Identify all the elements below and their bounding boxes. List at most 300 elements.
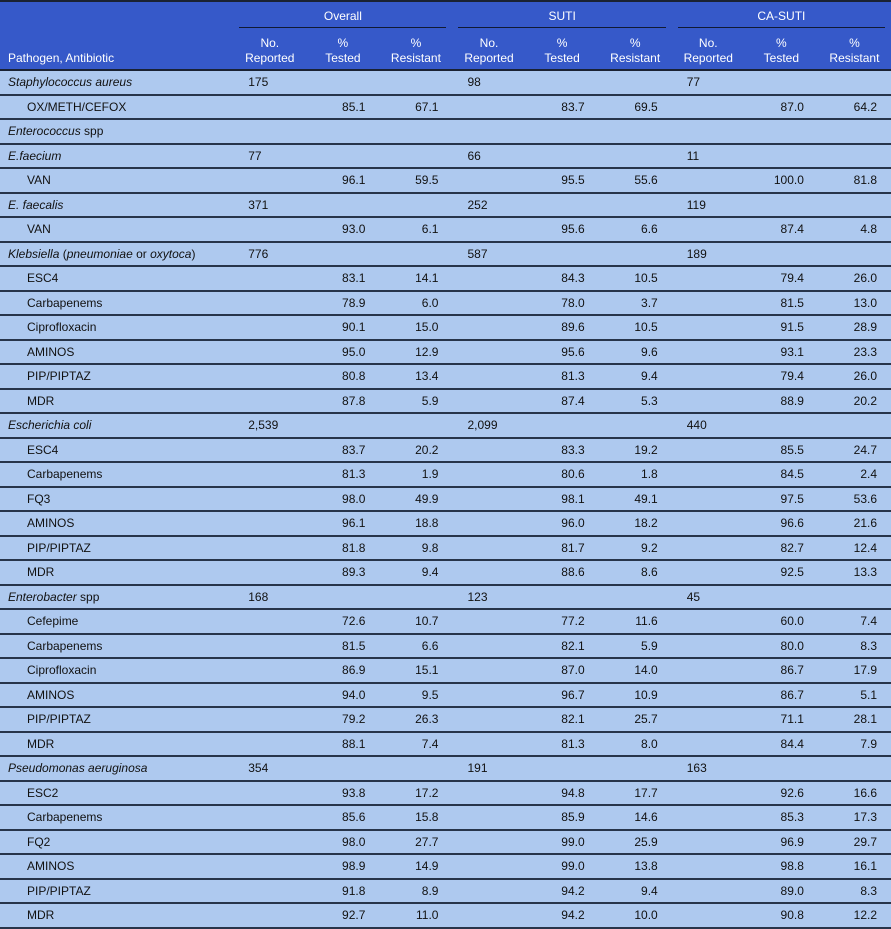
antibiotic-row [0,340,891,365]
ca-suti-tested-cell: 85.5 [745,438,818,463]
suti-reported-cell: 2,099 [452,413,525,438]
overall-tested-cell [306,756,379,781]
antibiotic-row [0,536,891,561]
antibiotic-name: MDR [0,389,233,414]
ca-suti-resistant-cell: 4.8 [818,217,891,242]
ca-suti-resistant-cell [818,756,891,781]
overall-resistant-cell [379,70,452,95]
overall-resistant-cell: 20.2 [379,438,452,463]
suti-tested-cell [526,144,599,169]
overall-resistant-cell: 18.8 [379,511,452,536]
overall-tested-cell: 88.1 [306,732,379,757]
antibiotic-row [0,389,891,414]
antibiotic-row [0,487,891,512]
overall-tested-cell: 95.0 [306,340,379,365]
ca-suti-resistant-cell: 64.2 [818,95,891,120]
suti-reported-cell [452,903,525,928]
ca-suti-tested-cell [745,119,818,144]
header-suti-tested: % Tested [526,28,599,70]
pathogen-name: Escherichia coli [0,413,233,438]
suti-reported-cell [452,119,525,144]
suti-tested-cell: 96.0 [526,511,599,536]
antibiotic-row [0,217,891,242]
overall-tested-cell: 79.2 [306,707,379,732]
overall-reported-cell [233,903,306,928]
overall-resistant-cell: 10.7 [379,609,452,634]
overall-reported-cell [233,634,306,659]
overall-resistant-cell: 49.9 [379,487,452,512]
overall-reported-cell [233,364,306,389]
suti-tested-cell: 94.2 [526,879,599,904]
ca-suti-resistant-cell: 13.3 [818,560,891,585]
overall-tested-cell [306,119,379,144]
overall-resistant-cell: 59.5 [379,168,452,193]
suti-tested-cell: 87.0 [526,658,599,683]
overall-reported-cell [233,119,306,144]
suti-resistant-cell: 5.9 [599,634,672,659]
antibiotic-name: AMINOS [0,340,233,365]
suti-tested-cell: 81.3 [526,364,599,389]
overall-resistant-cell: 6.6 [379,634,452,659]
antibiotic-row [0,438,891,463]
antibiotic-row [0,805,891,830]
ca-suti-resistant-cell [818,144,891,169]
ca-suti-resistant-cell: 16.6 [818,781,891,806]
ca-suti-reported-cell: 440 [672,413,745,438]
suti-reported-cell [452,560,525,585]
ca-suti-tested-cell [745,413,818,438]
ca-suti-tested-cell: 97.5 [745,487,818,512]
antibiotic-name: Ciprofloxacin [0,658,233,683]
overall-reported-cell [233,609,306,634]
overall-reported-cell [233,95,306,120]
overall-resistant-cell: 15.0 [379,315,452,340]
suti-tested-cell: 83.3 [526,438,599,463]
overall-reported-cell [233,315,306,340]
ca-suti-resistant-cell: 81.8 [818,168,891,193]
header-overall-resistant: % Resistant [379,28,452,70]
ca-suti-tested-cell: 79.4 [745,364,818,389]
overall-resistant-cell: 14.1 [379,266,452,291]
overall-tested-cell: 98.0 [306,830,379,855]
ca-suti-resistant-cell: 26.0 [818,266,891,291]
suti-resistant-cell: 14.0 [599,658,672,683]
ca-suti-reported-cell [672,854,745,879]
ca-suti-reported-cell [672,536,745,561]
ca-suti-resistant-cell [818,70,891,95]
suti-resistant-cell: 9.4 [599,879,672,904]
ca-suti-reported-cell: 163 [672,756,745,781]
overall-tested-cell: 78.9 [306,291,379,316]
suti-resistant-cell: 6.6 [599,217,672,242]
suti-tested-cell: 95.6 [526,217,599,242]
header-suti-resistant: % Resistant [599,28,672,70]
ca-suti-reported-cell [672,732,745,757]
antibiotic-row [0,609,891,634]
suti-tested-cell [526,756,599,781]
header-ca-suti-resistant: % Resistant [818,28,891,70]
overall-resistant-cell [379,119,452,144]
overall-tested-cell: 93.8 [306,781,379,806]
ca-suti-reported-cell [672,266,745,291]
ca-suti-resistant-cell: 12.2 [818,903,891,928]
ca-suti-tested-cell: 88.9 [745,389,818,414]
suti-resistant-cell [599,413,672,438]
ca-suti-reported-cell [672,462,745,487]
overall-reported-cell [233,830,306,855]
overall-reported-cell [233,879,306,904]
ca-suti-reported-cell [672,707,745,732]
overall-reported-cell [233,536,306,561]
group-header-overall: Overall [233,1,452,28]
suti-reported-cell [452,364,525,389]
overall-tested-cell: 93.0 [306,217,379,242]
ca-suti-reported-cell [672,291,745,316]
overall-reported-cell: 175 [233,70,306,95]
overall-tested-cell: 81.3 [306,462,379,487]
suti-reported-cell [452,168,525,193]
overall-tested-cell [306,144,379,169]
overall-resistant-cell: 9.8 [379,536,452,561]
suti-reported-cell: 98 [452,70,525,95]
suti-resistant-cell [599,144,672,169]
suti-resistant-cell: 9.4 [599,364,672,389]
suti-tested-cell: 94.2 [526,903,599,928]
ca-suti-resistant-cell [818,585,891,610]
ca-suti-tested-cell: 85.3 [745,805,818,830]
antibiotic-name: PIP/PIPTAZ [0,364,233,389]
antibiotic-row [0,903,891,928]
suti-reported-cell [452,340,525,365]
ca-suti-tested-cell: 82.7 [745,536,818,561]
ca-suti-reported-cell: 11 [672,144,745,169]
ca-suti-resistant-cell: 16.1 [818,854,891,879]
overall-reported-cell [233,781,306,806]
suti-reported-cell [452,511,525,536]
ca-suti-tested-cell: 80.0 [745,634,818,659]
header-overall-reported: No. Reported [233,28,306,70]
ca-suti-tested-cell: 81.5 [745,291,818,316]
overall-reported-cell [233,707,306,732]
overall-tested-cell [306,193,379,218]
suti-reported-cell [452,438,525,463]
suti-reported-cell [452,291,525,316]
ca-suti-resistant-cell [818,242,891,267]
ca-suti-reported-cell [672,658,745,683]
pathogen-row [0,413,891,438]
antibiotic-name: AMINOS [0,683,233,708]
overall-reported-cell [233,217,306,242]
overall-tested-cell: 83.7 [306,438,379,463]
ca-suti-reported-cell [672,217,745,242]
overall-reported-cell [233,438,306,463]
ca-suti-resistant-cell: 21.6 [818,511,891,536]
ca-suti-reported-cell [672,168,745,193]
suti-reported-cell [452,487,525,512]
suti-reported-cell [452,805,525,830]
suti-tested-cell [526,70,599,95]
antibiotic-name: Cefepime [0,609,233,634]
header-suti-reported: No. Reported [452,28,525,70]
suti-resistant-cell [599,119,672,144]
pathogen-row [0,585,891,610]
pathogen-row [0,119,891,144]
group-header-suti: SUTI [452,1,671,28]
suti-resistant-cell: 9.6 [599,340,672,365]
pathogen-name: Enterococcus spp [0,119,233,144]
antibiotic-name: VAN [0,217,233,242]
suti-resistant-cell: 10.0 [599,903,672,928]
overall-tested-cell: 80.8 [306,364,379,389]
ca-suti-tested-cell: 86.7 [745,683,818,708]
suti-reported-cell [452,781,525,806]
pathogen-name: E.faecium [0,144,233,169]
ca-suti-reported-cell [672,511,745,536]
suti-tested-cell: 84.3 [526,266,599,291]
overall-resistant-cell: 17.2 [379,781,452,806]
overall-reported-cell: 2,539 [233,413,306,438]
suti-tested-cell: 87.4 [526,389,599,414]
overall-reported-cell [233,340,306,365]
suti-tested-cell: 80.6 [526,462,599,487]
antibiotic-row [0,707,891,732]
antibiotic-row [0,168,891,193]
ca-suti-resistant-cell: 20.2 [818,389,891,414]
suti-reported-cell [452,95,525,120]
ca-suti-tested-cell: 84.5 [745,462,818,487]
suti-resistant-cell [599,193,672,218]
suti-reported-cell [452,732,525,757]
group-header-row [0,1,891,28]
suti-resistant-cell: 8.6 [599,560,672,585]
suti-reported-cell [452,830,525,855]
overall-resistant-cell: 26.3 [379,707,452,732]
header-ca-suti-tested: % Tested [745,28,818,70]
antibiotic-name: ESC2 [0,781,233,806]
table-body [0,70,891,928]
ca-suti-resistant-cell: 29.7 [818,830,891,855]
suti-resistant-cell [599,70,672,95]
overall-tested-cell: 86.9 [306,658,379,683]
overall-reported-cell [233,560,306,585]
suti-resistant-cell: 11.6 [599,609,672,634]
ca-suti-reported-cell: 189 [672,242,745,267]
ca-suti-tested-cell [745,585,818,610]
suti-resistant-cell: 25.7 [599,707,672,732]
antibiotic-row [0,511,891,536]
overall-reported-cell [233,683,306,708]
overall-reported-cell: 776 [233,242,306,267]
suti-reported-cell: 191 [452,756,525,781]
ca-suti-reported-cell [672,95,745,120]
suti-tested-cell: 99.0 [526,854,599,879]
overall-resistant-cell: 15.1 [379,658,452,683]
ca-suti-reported-cell [672,830,745,855]
ca-suti-resistant-cell: 17.3 [818,805,891,830]
pathogen-row [0,70,891,95]
suti-tested-cell [526,119,599,144]
ca-suti-resistant-cell: 2.4 [818,462,891,487]
ca-suti-tested-cell: 92.6 [745,781,818,806]
overall-tested-cell: 98.0 [306,487,379,512]
ca-suti-resistant-cell: 7.4 [818,609,891,634]
overall-resistant-cell [379,413,452,438]
ca-suti-resistant-cell: 24.7 [818,438,891,463]
ca-suti-resistant-cell: 8.3 [818,634,891,659]
antibiotic-name: Carbapenems [0,805,233,830]
overall-reported-cell [233,291,306,316]
overall-reported-cell [233,266,306,291]
antibiotic-row [0,560,891,585]
pathogen-row [0,144,891,169]
suti-reported-cell [452,217,525,242]
ca-suti-resistant-cell: 28.9 [818,315,891,340]
suti-tested-cell: 77.2 [526,609,599,634]
suti-tested-cell [526,242,599,267]
overall-resistant-cell: 13.4 [379,364,452,389]
ca-suti-tested-cell: 79.4 [745,266,818,291]
antibiotic-row [0,291,891,316]
overall-reported-cell: 77 [233,144,306,169]
overall-reported-cell [233,658,306,683]
overall-tested-cell: 96.1 [306,511,379,536]
overall-resistant-cell: 5.9 [379,389,452,414]
suti-tested-cell: 96.7 [526,683,599,708]
ca-suti-resistant-cell: 7.9 [818,732,891,757]
overall-resistant-cell: 7.4 [379,732,452,757]
overall-resistant-cell: 6.1 [379,217,452,242]
suti-resistant-cell: 49.1 [599,487,672,512]
antibiotic-name: MDR [0,732,233,757]
suti-reported-cell [452,315,525,340]
overall-tested-cell: 81.8 [306,536,379,561]
ca-suti-tested-cell [745,756,818,781]
suti-tested-cell [526,413,599,438]
overall-tested-cell: 96.1 [306,168,379,193]
ca-suti-reported-cell [672,683,745,708]
overall-resistant-cell: 67.1 [379,95,452,120]
overall-resistant-cell [379,242,452,267]
antibiotic-name: FQ3 [0,487,233,512]
antibiotic-name: Carbapenems [0,291,233,316]
suti-reported-cell: 587 [452,242,525,267]
antibiotic-name: AMINOS [0,854,233,879]
suti-tested-cell: 99.0 [526,830,599,855]
ca-suti-tested-cell [745,193,818,218]
ca-suti-reported-cell [672,781,745,806]
suti-reported-cell [452,462,525,487]
antibiotic-name: ESC4 [0,266,233,291]
overall-tested-cell: 72.6 [306,609,379,634]
overall-resistant-cell: 6.0 [379,291,452,316]
ca-suti-reported-cell: 119 [672,193,745,218]
overall-tested-cell: 85.6 [306,805,379,830]
overall-resistant-cell [379,585,452,610]
antibiotic-row [0,854,891,879]
overall-tested-cell: 81.5 [306,634,379,659]
suti-tested-cell: 82.1 [526,707,599,732]
pathogen-antibiotic-header: Pathogen, Antibiotic [0,28,233,70]
suti-reported-cell [452,683,525,708]
overall-resistant-cell: 1.9 [379,462,452,487]
overall-tested-cell: 90.1 [306,315,379,340]
overall-tested-cell [306,242,379,267]
suti-reported-cell [452,389,525,414]
suti-reported-cell [452,609,525,634]
suti-tested-cell: 82.1 [526,634,599,659]
suti-tested-cell [526,193,599,218]
overall-resistant-cell: 14.9 [379,854,452,879]
pathogen-name: Pseudomonas aeruginosa [0,756,233,781]
antibiotic-row [0,830,891,855]
ca-suti-tested-cell: 98.8 [745,854,818,879]
antibiotic-name: FQ2 [0,830,233,855]
overall-tested-cell: 87.8 [306,389,379,414]
suti-tested-cell: 85.9 [526,805,599,830]
ca-suti-resistant-cell: 5.1 [818,683,891,708]
overall-reported-cell [233,854,306,879]
suti-resistant-cell: 3.7 [599,291,672,316]
overall-resistant-cell: 15.8 [379,805,452,830]
table-header [0,1,891,70]
antibiotic-name: MDR [0,560,233,585]
suti-resistant-cell: 55.6 [599,168,672,193]
ca-suti-resistant-cell: 53.6 [818,487,891,512]
header-ca-suti-reported: No. Reported [672,28,745,70]
suti-reported-cell [452,634,525,659]
overall-resistant-cell: 9.4 [379,560,452,585]
antibiotic-row [0,781,891,806]
ca-suti-resistant-cell: 17.9 [818,658,891,683]
ca-suti-tested-cell: 87.4 [745,217,818,242]
header-spacer [0,1,233,28]
overall-reported-cell [233,487,306,512]
ca-suti-reported-cell [672,364,745,389]
ca-suti-resistant-cell: 12.4 [818,536,891,561]
suti-tested-cell: 95.6 [526,340,599,365]
overall-reported-cell [233,805,306,830]
suti-tested-cell: 81.3 [526,732,599,757]
suti-tested-cell: 78.0 [526,291,599,316]
suti-reported-cell: 66 [452,144,525,169]
ca-suti-tested-cell: 100.0 [745,168,818,193]
suti-resistant-cell [599,585,672,610]
ca-suti-tested-cell: 86.7 [745,658,818,683]
antibiotic-row [0,315,891,340]
ca-suti-resistant-cell: 28.1 [818,707,891,732]
ca-suti-reported-cell [672,119,745,144]
ca-suti-tested-cell [745,242,818,267]
suti-resistant-cell: 69.5 [599,95,672,120]
suti-resistant-cell: 5.3 [599,389,672,414]
antibiotic-row [0,683,891,708]
ca-suti-reported-cell [672,487,745,512]
suti-tested-cell: 94.8 [526,781,599,806]
ca-suti-reported-cell [672,805,745,830]
ca-suti-tested-cell: 71.1 [745,707,818,732]
suti-resistant-cell: 14.6 [599,805,672,830]
overall-resistant-cell [379,144,452,169]
suti-resistant-cell: 17.7 [599,781,672,806]
overall-resistant-cell: 11.0 [379,903,452,928]
overall-tested-cell: 98.9 [306,854,379,879]
ca-suti-reported-cell [672,879,745,904]
antibiotic-row [0,95,891,120]
ca-suti-tested-cell: 93.1 [745,340,818,365]
overall-reported-cell: 354 [233,756,306,781]
antibiotic-row [0,266,891,291]
overall-resistant-cell: 8.9 [379,879,452,904]
